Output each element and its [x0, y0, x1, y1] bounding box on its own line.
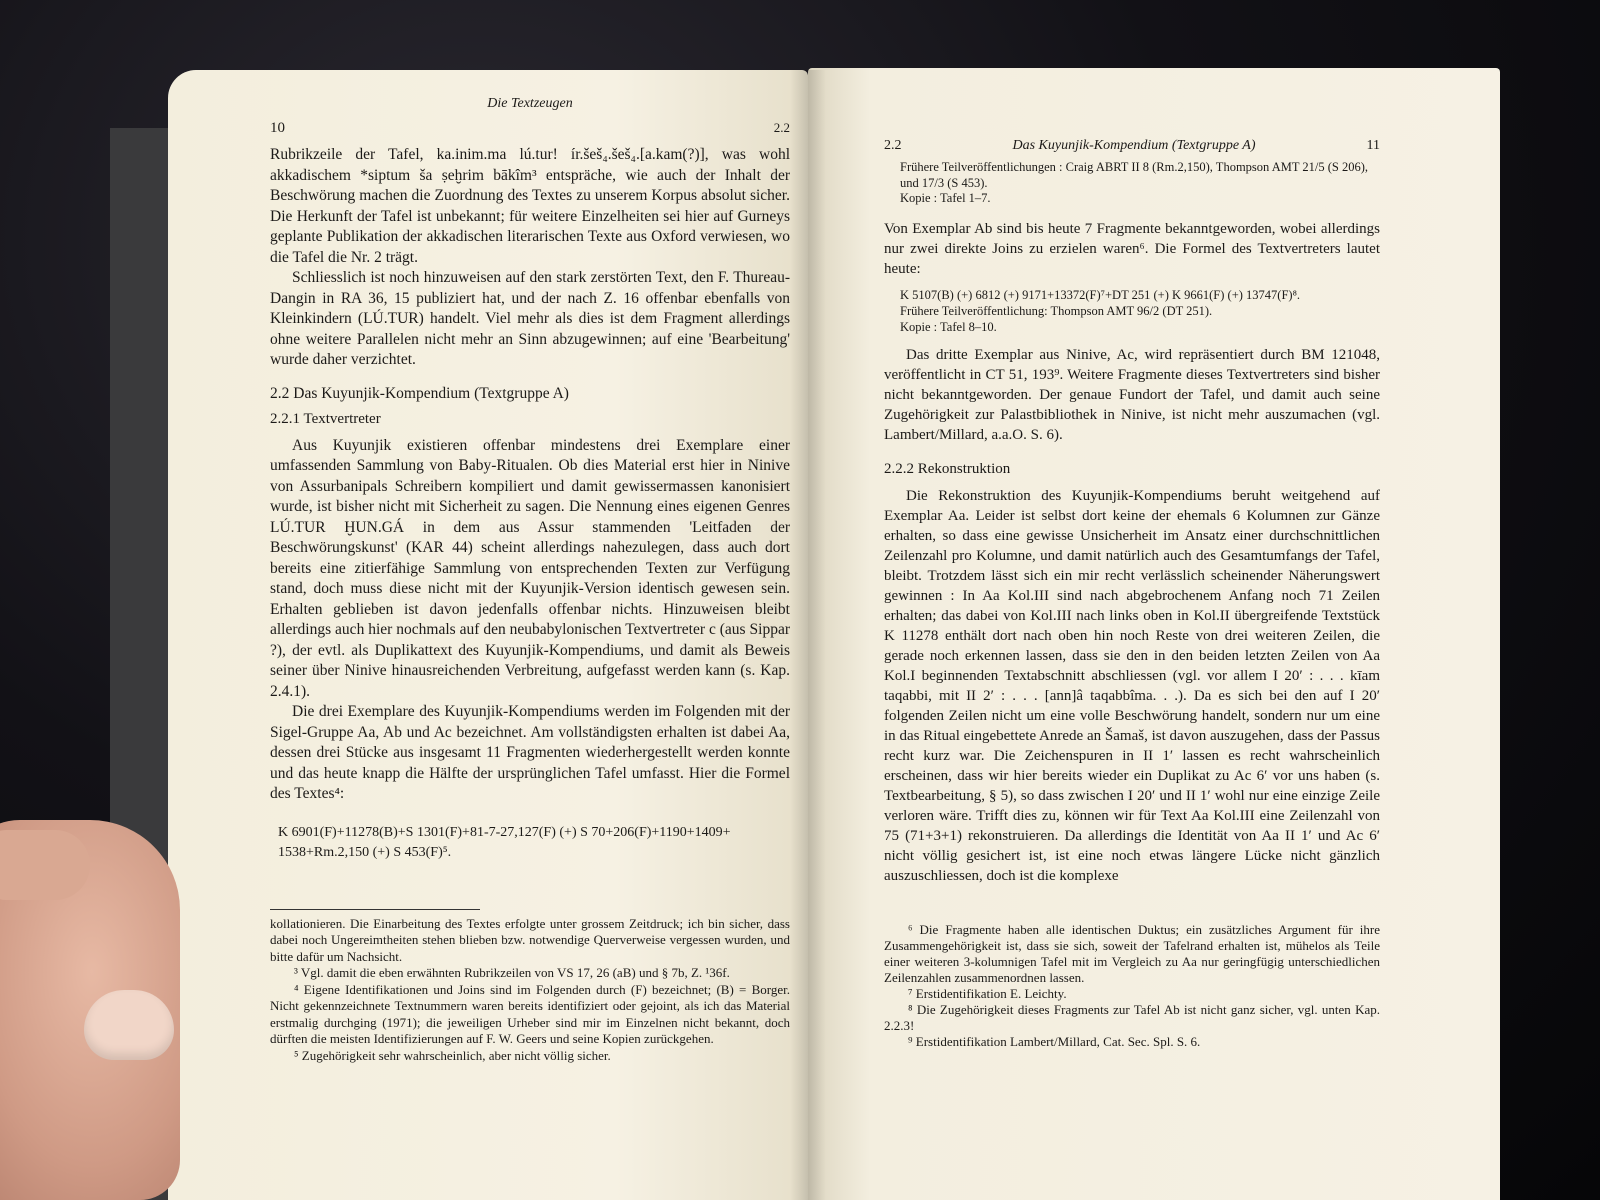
- left-page: [168, 70, 808, 1200]
- right-footnotes: [884, 922, 1380, 1050]
- thumb: [84, 990, 174, 1060]
- left-paragraph-1: Rubrikzeile der Tafel, ka.inim.ma lú.tur! ír.šeš₄.šeš₄.[a.kam(?)], was wohl akkadischem *siptum ša ṣeḫrim bākîm³ entspräche, wie auch der Inhalt der Beschwörung machen die Zuordnung des Textes zu unserem Korpus absolut sicher. Die Herkunft der Tafel ist unbekannt; für weitere Einzelheiten sei hier auf Gurneys geplante Publikation der akkadischen literarischen Texte aus Oxford verwiesen, wo die Tafel die Nr. 2 trägt.: [270, 146, 790, 266]
- footnote-rule: [270, 909, 480, 910]
- footnote-3: ³ Vgl. damit die eben erwähnten Rubrikzeilen von VS 17, 26 (aB) und § 7b, Z. ¹36f.: [294, 965, 730, 980]
- footnote-5: ⁵ Zugehörigkeit sehr wahrscheinlich, aber nicht völlig sicher.: [294, 1047, 611, 1063]
- right-paragraph-2: Das dritte Exemplar aus Ninive, Ac, wird repräsentiert durch BM 121048, veröffentlicht in CT 51, 193⁹. Weitere Fragmente dieses Textvertreters sind bisher nicht bekanntgeworden. Der genaue Fundort der Tafel, und damit auch seine Zugehörigkeit zur Palastbibliothek in Ninive, ist nicht mehr auszumachen (vgl. Lambert/Millard, a.a.O. S. 6).: [884, 346, 1380, 443]
- text-formula-aa: K 6901(F)+11278(B)+S 1301(F)+81-7-27,127(F) (+) S 70+206(F)+1190+1409+ 1538+Rm.2,150 (+) S 453(F)⁵.: [278, 824, 731, 860]
- section-heading-2-2: 2.2 Das Kuyunjik-Kompendium (Textgruppe A): [270, 384, 569, 402]
- footnote-4: ⁴ Eigene Identifikationen und Joins sind im Folgenden durch (F) bezeichnet; (B) = Borger. Nicht gekennzeichnete Textnummern waren bereits identifiziert oder gejoint, als ich das Material erstmalig durchging (1971); die jeweiligen Urheber sind mir im Einzelnen nicht bekannt, doch dürften die meisten Identifizierungen auf F. W. Geers und seine Kopien zurückgehen.: [270, 981, 790, 1046]
- left-running-head: [270, 120, 790, 139]
- footnote-8: ⁸ Die Zugehörigkeit dieses Fragments zur Tafel Ab ist nicht ganz sicher, vgl. unten Kap. 2.2.3!: [884, 1001, 1380, 1033]
- copy-ab: Kopie : Tafel 8–10.: [900, 319, 997, 334]
- right-section-mark: 2.2: [884, 138, 902, 153]
- left-page-number: 10: [270, 120, 285, 136]
- footnote-9: ⁹ Erstidentifikation Lambert/Millard, Cat. Sec. Spl. S. 6.: [908, 1033, 1201, 1049]
- right-running-title: Das Kuyunjik-Kompendium (Textgruppe A): [1012, 138, 1256, 153]
- right-paragraph-3: Die Rekonstruktion des Kuyunjik-Kompendiums beruht weitgehend auf Exemplar Aa. Leider ist selbst dort keine der ehemals 6 Kolumnen zur Gänze erhalten, so dass eine gewisse Unsicherheit im Ansatz einer durchschnittlichen Zeilenzahl pro Kolumne, und damit natürlich auch des Gesamtumfangs der Tafel, bleibt. Trotzdem lässt sich ein mir recht verlässlich scheinender Näherungswert gewinnen : In Aa Kol.III sind nach abgebrochenem Anfang noch 71 Zeilen erhalten; das dabei von Kol.III nach links oben in Kol.II übergreifende Textstück K 11278 enthält dort nach oben hin noch Reste von drei weiteren Zeilen, die gerade noch erkennen lassen, dass sie den in den beiden letzten Zeilen von Aa Kol.I beginnenden Textabschnitt abschliessen (vgl. vor allem I 20′ : . . . kīam taqabbi, mit II 2′ : . . . [ann]â taqabbîma. . .). Da es sich bei den auf I 20′ folgenden Zeilen nicht um eine volle Beschwörung handelt, sondern nur um eine in das Ritual eingebettete Anrede an Šamaš, ist davon auszugehen, dass der Passus recht kurz war. Die Zeichenspuren in II 1′ lassen es recht wahrscheinlich erscheinen, dass wir hier bereits wieder ein Duplikat zu Ac 6′ vor uns haben (s. Textbearbeitung, § 5), so dass zwischen I 20′ und II 1′ wohl nur eine einzige Zeile verloren wäre. Trifft dies zu, können wir für Text Aa Kol.III eine Zeilenzahl von 75 (71+3+1) rekonstruieren. Da allerdings die Identität von Aa II 1′ und Ac 6′ nicht völlig gesichert ist, ist eine noch etwas längere Lücke nicht gänzlich auszuschliessen, doch ist die komplexe: [884, 487, 1380, 884]
- right-paragraph-1: Von Exemplar Ab sind bis heute 7 Fragmente bekanntgeworden, wobei allerdings nur zwei direkte Joins zu erzielen waren⁶. Die Formel des Textvertreters lautet heute:: [884, 220, 1380, 277]
- footnote-7: ⁷ Erstidentifikation E. Leichty.: [908, 985, 1067, 1001]
- book-gutter: [790, 70, 826, 1200]
- left-paragraph-2: Schliesslich ist noch hinzuweisen auf den stark zerstörten Text, den F. Thureau-Dangin in RA 36, 15 publiziert hat, und der nach Z. 16 offenbar ebenfalls von Kleinkindern (LÚ.TUR) handelt. Viel mehr als dies ist dem Fragment allerdings ohne weitere Parallelen nicht mehr an Sinn abzugewinnen; auf eine 'Bearbeitung' wurde daher verzichtet.: [270, 269, 790, 368]
- finger: [0, 830, 90, 900]
- prior-publications-line: Frühere Teilveröffentlichungen : Craig ABRT II 8 (Rm.2,150), Thompson AMT 21/5 (S 206), und 17/3 (S 453).: [900, 160, 1369, 190]
- prior-publication-ab: Frühere Teilveröffentlichung: Thompson AMT 96/2 (DT 251).: [900, 303, 1213, 318]
- footnote-6: ⁶ Die Fragmente haben alle identischen Duktus; ein zusätzliches Argument für ihre Zusammengehörigkeit ist, dass sie sich, soweit der Tafelrand erhalten ist, mühelos als Teile einer weiteren 3-kolumnigen Tafel mit im Vergleich zu Aa nur geringfügig unterschiedlichen Zeilenzahlen zusammenordnen lassen.: [884, 921, 1380, 985]
- left-footnotes: [270, 916, 790, 1065]
- text-formula-ab: [900, 287, 1380, 335]
- section-heading-2-2-2: 2.2.2 Rekonstruktion: [884, 460, 1011, 477]
- left-paragraph-3: Aus Kuyunjik existieren offenbar mindestens drei Exemplare einer umfassenden Sammlung von Baby-Ritualen. Ob dies Material erst hier in Ninive von Assurbanipals Schreibern kompiliert und damit gewissermassen kanonisiert wurde, ist bisher nicht mit Sicherheit zu sagen. Die Nennung eines eigenen Genres LÚ.TUR ḪUN.GÁ in dem aus Assur stammenden 'Leitfaden der Beschwörungskunst' (KAR 44) scheint allerdings nahezulegen, dass auch dort bereits eine zitierfähige Sammlung von entsprechenden Texten zur Verfügung stand, doch muss diese nicht mit der Kuyunjik-Version identisch gewesen sein. Erhalten geblieben ist davon jedenfalls offenbar nichts. Hinzuweisen bleibt allerdings auch hier nochmals auf den neubabylonischen Textvertreter c (aus Sippar ?), der evtl. als Duplikattext des Kuyunjik-Kompendiums, und damit als Beweis seiner über Ninive hinausreichenden Verbreitung, aufgefasst werden kann (s. Kap. 2.4.1).: [270, 436, 790, 700]
- right-page-number: 11: [1366, 138, 1380, 153]
- left-section-mark: 2.2: [773, 120, 790, 135]
- section-heading-2-2-1: 2.2.1 Textvertreter: [270, 410, 381, 427]
- left-paragraph-4: Die drei Exemplare des Kuyunjik-Kompendiums werden im Folgenden mit der Sigel-Gruppe Aa, Ab und Ac bezeichnet. Am vollständigsten erhalten ist dabei Aa, dessen drei Stücke aus insgesamt 11 Fragmenten wiederhergestellt werden konnte und das heute knapp die Hälfte der ursprünglichen Tafel umfasst. Hier die Formel des Textes⁴:: [270, 703, 790, 802]
- copy-line: Kopie : Tafel 1–7.: [900, 191, 991, 205]
- right-page: [808, 68, 1500, 1200]
- footnote-continuation: kollationieren. Die Einarbeitung des Textes erfolgte unter grossem Zeitdruck; ich bin sicher, dass dabei noch Ungereimtheiten stehen blieben bzw. notwendige Querverweise vergessen wurden, und bitte dafür um Nachsicht.: [270, 915, 790, 964]
- prior-publications-aa: [900, 160, 1380, 207]
- right-running-head: [884, 138, 1380, 154]
- left-running-title: Die Textzeugen: [487, 96, 573, 111]
- formula-ab-line: K 5107(B) (+) 6812 (+) 9171+13372(F)⁷+DT 251 (+) K 9661(F) (+) 13747(F)⁸.: [900, 287, 1301, 302]
